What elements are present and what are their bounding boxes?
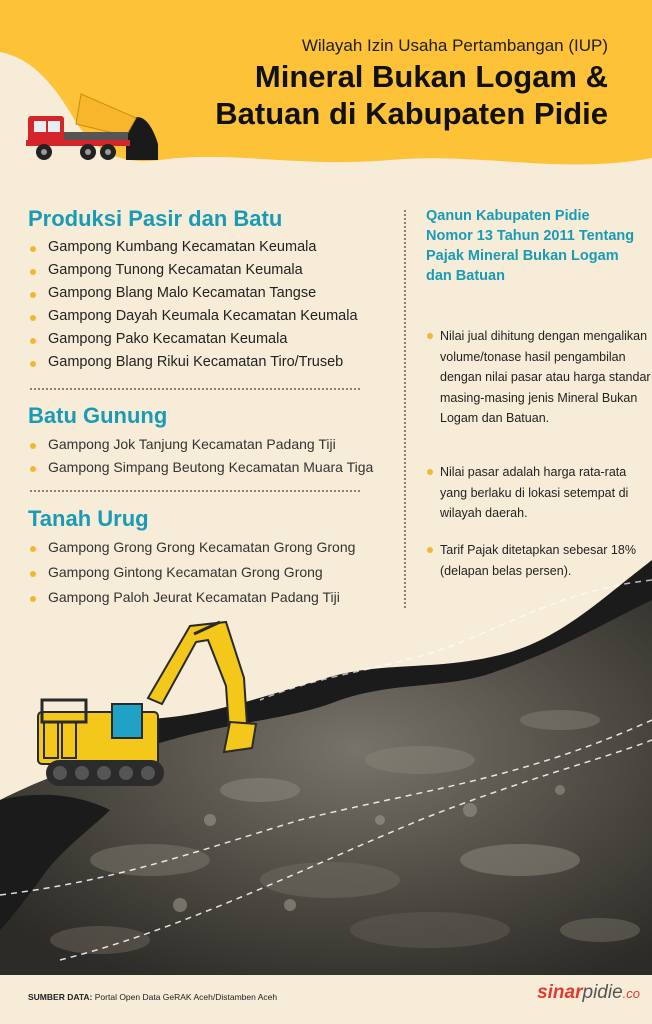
bullet-icon — [427, 547, 433, 553]
bullet-icon — [30, 361, 36, 367]
brand-part-3: .co — [622, 986, 640, 1001]
brand-part-1: sinar — [537, 982, 583, 1003]
qanun-point-text: Nilai jual dihitung dengan mengalikan volume/tonase hasil pengambilan dengan nilai pasar atau harga standar masing-masing jenis Mineral Bukan Logam dan Batuan. — [440, 329, 651, 425]
source-note — [28, 992, 277, 1002]
source-text: Portal Open Data GeRAK Aceh/Distamben Aceh — [94, 992, 278, 1002]
divider — [30, 388, 360, 390]
list-item — [28, 308, 358, 331]
list-item-text: Gampong Blang Malo Kecamatan Tangse — [48, 285, 317, 301]
list-item — [28, 539, 355, 564]
bullet-icon — [30, 315, 36, 321]
bullet-icon — [30, 571, 36, 577]
qanun-point — [426, 326, 652, 429]
bullet-icon — [30, 292, 36, 298]
column-divider — [404, 210, 406, 608]
header-subtitle: Wilayah Izin Usaha Pertambangan (IUP) — [301, 36, 608, 55]
excavator-icon — [30, 612, 260, 798]
bullet-icon — [30, 466, 36, 472]
qanun-title: Qanun Kabupaten Pidie Nomor 13 Tahun 2011 Tentang Pajak Mineral Bukan Logam dan Batuan — [426, 208, 635, 284]
title-line-2: Batuan di Kabupaten Pidie — [215, 96, 608, 131]
bullet-icon — [427, 333, 433, 339]
bullet-icon — [30, 269, 36, 275]
list-item — [28, 262, 358, 285]
list-item-text: Gampong Gintong Kecamatan Grong Grong — [48, 564, 323, 580]
list-item — [28, 331, 358, 354]
list-item — [28, 564, 355, 589]
list-produksi — [28, 239, 358, 377]
list-batu-gunung — [28, 436, 373, 482]
bullet-icon — [30, 338, 36, 344]
list-item — [28, 459, 373, 482]
title-line-1: Mineral Bukan Logam & — [254, 59, 608, 94]
divider — [30, 490, 360, 492]
bullet-icon — [30, 596, 36, 602]
bullet-icon — [30, 443, 36, 449]
list-item-text: Gampong Blang Rikui Kecamatan Tiro/Truseb — [48, 354, 344, 370]
qanun-point — [426, 462, 652, 524]
list-tanah-urug — [28, 539, 355, 614]
list-item — [28, 436, 373, 459]
list-item-text: Gampong Dayah Keumala Kecamatan Keumala — [48, 308, 358, 324]
list-item — [28, 239, 358, 262]
list-item-text: Gampong Grong Grong Kecamatan Grong Grong — [48, 539, 356, 555]
brand-logo — [537, 982, 640, 1004]
list-item — [28, 354, 358, 377]
qanun-point — [426, 540, 652, 581]
list-item-text: Gampong Paloh Jeurat Kecamatan Padang Tiji — [48, 589, 340, 605]
page-title — [88, 58, 608, 132]
section-title-batu-gunung: Batu Gunung — [28, 403, 168, 428]
list-item-text: Gampong Jok Tanjung Kecamatan Padang Tiji — [48, 436, 336, 452]
brand-part-2: pidie — [582, 982, 623, 1003]
section-title-tanah-urug: Tanah Urug — [28, 506, 149, 531]
list-item-text: Gampong Pako Kecamatan Keumala — [48, 331, 288, 347]
list-item-text: Gampong Kumbang Kecamatan Keumala — [48, 239, 317, 255]
list-item — [28, 589, 355, 614]
bullet-icon — [427, 469, 433, 475]
list-item — [28, 285, 358, 308]
source-label: SUMBER DATA: — [28, 992, 93, 1002]
bullet-icon — [30, 246, 36, 252]
qanun-point-text: Tarif Pajak ditetapkan sebesar 18% (delapan belas persen). — [440, 543, 636, 578]
bullet-icon — [30, 546, 36, 552]
list-item-text: Gampong Simpang Beutong Kecamatan Muara Tiga — [48, 459, 374, 475]
qanun-point-text: Nilai pasar adalah harga rata-rata yang berlaku di lokasi setempat di wilayah daerah. — [440, 465, 629, 520]
section-title-produksi: Produksi Pasir dan Batu — [28, 206, 283, 231]
list-item-text: Gampong Tunong Kecamatan Keumala — [48, 262, 303, 278]
